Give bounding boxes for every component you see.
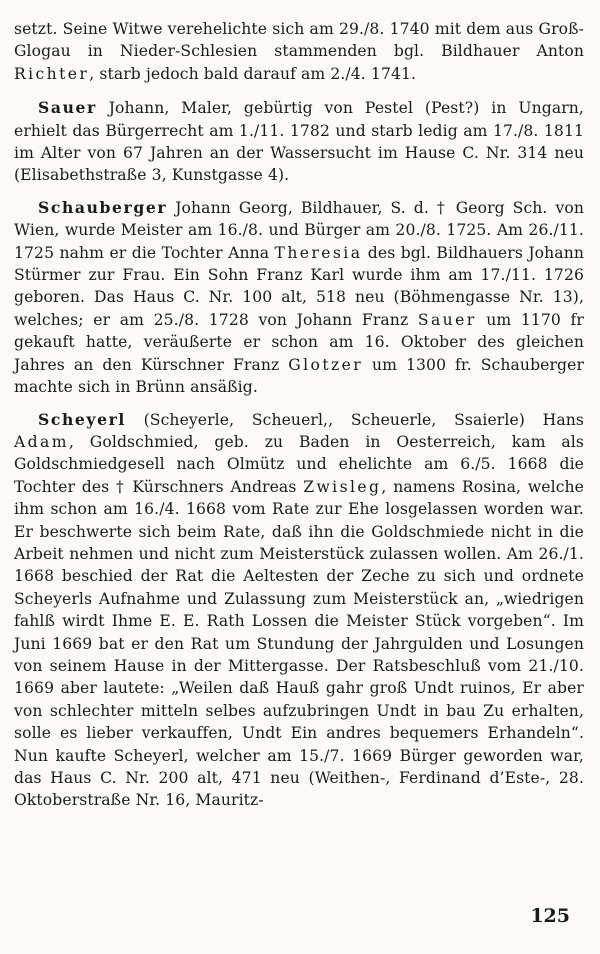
text-run: (Scheyerle, Scheuerl,, Scheuerle, Ssaierle) Hans	[125, 410, 584, 429]
entry-headword: Scheyerl	[38, 409, 126, 429]
page-body	[14, 18, 584, 812]
text-run: , starb jedoch bald darauf am 2./4. 1741.	[89, 64, 417, 83]
text-run: des bgl. Bildhauers Johann Stürmer zur Frau. Ein Sohn Franz Karl wurde ihm am 17./11. 1726 geboren. Das Haus C. Nr. 100 alt, 518 neu (Böhmengasse Nr. 13), welches; er am 25./8. 1728 von Johann Franz	[14, 243, 584, 329]
text-run: setzt. Seine Witwe verehelichte sich am 29./8. 1740 mit dem aus Groß-Glogau in Nieder-Schlesien stammenden bgl. Bildhauer Anton	[14, 20, 584, 61]
spaced-name: Adam	[14, 432, 69, 451]
paragraph-continuation	[14, 18, 584, 85]
text-run: um 1170 fr gekauft hatte, veräußerte er schon am 16. Oktober des gleichen Jahres an den Kürschner Franz	[14, 310, 584, 374]
text-run: Johann, Maler, gebürtig von Pestel (Pest?) in Ungarn, erhielt das Bürgerrecht am 1./11. 1782 und starb ledig am 17./8. 1811 im Alter von 67 Jahren an der Wassersucht im Hause C. Nr. 314 neu (Elisabethstraße 3, Kunstgasse 4).	[14, 99, 584, 185]
entry-headword: Schauberger	[38, 197, 168, 217]
spaced-name: Zwisleg	[303, 477, 382, 496]
text-run: , Goldschmied, geb. zu Baden in Oesterreich, kam als Goldschmiedgesell nach Olmütz und ehelichte am 6./5. 1668 die Tochter des † Kürschners Andreas	[14, 432, 584, 496]
spaced-name: Glotzer	[288, 355, 364, 374]
page-number: 125	[530, 905, 570, 927]
text-run: Johann Georg, Bildhauer, S. d. † Georg Sch. von Wien, wurde Meister am 16./8. und Bürger am 20./8. 1725. Am 26./11. 1725 nahm er die Tochter Anna	[14, 198, 584, 262]
text-run: , namens Rosina, welche ihm schon am 16./4. 1668 vom Rate zur Ehe losgelassen worden war. Er beschwerte sich beim Rate, daß ihn die Goldschmiede nicht in die Arbeit nehmen und nicht zum Meisterstück zulassen wollen. Am 26./1. 1668 beschied der Rat die Aeltesten der Zeche zu sich und ordnete Scheyerls Aufnahme und Zulassung zum Meisterstück an, „wiedrigen fahlß wirdt Ihme E. E. Rath Lossen die Meister Stück vorgeben“. Im Juni 1669 bat er den Rat um Stundung der Jahrgulden und Losungen von seinem Hause in der Mittergasse. Der Ratsbeschluß vom 21./10. 1669 aber lautete: „Weilen daß Hauß gahr groß Undt ruinos, Er aber von schlechter mitteln selbes aufzubringen Undt in bau Zu erhalten, solle es lieber verkauffen, Undt Ein andres bequemers Erhandeln“. Nun kaufte Scheyerl, welcher am 15./7. 1669 Bürger geworden war, das Haus C. Nr. 200 alt, 471 neu (Weithen-, Ferdinand d’Este-, 28. Oktoberstraße Nr. 16, Mauritz-	[14, 477, 584, 810]
entry-schauberger	[14, 197, 584, 399]
entry-headword: Sauer	[38, 98, 97, 118]
spaced-name: Theresia	[274, 243, 363, 262]
spaced-name: Sauer	[417, 310, 477, 329]
entry-sauer	[14, 97, 584, 187]
spaced-name: Richter	[14, 64, 90, 83]
entry-scheyerl	[14, 409, 584, 812]
text-run: um 1300 fr. Schauberger machte sich in Brünn ansäßig.	[14, 355, 585, 397]
